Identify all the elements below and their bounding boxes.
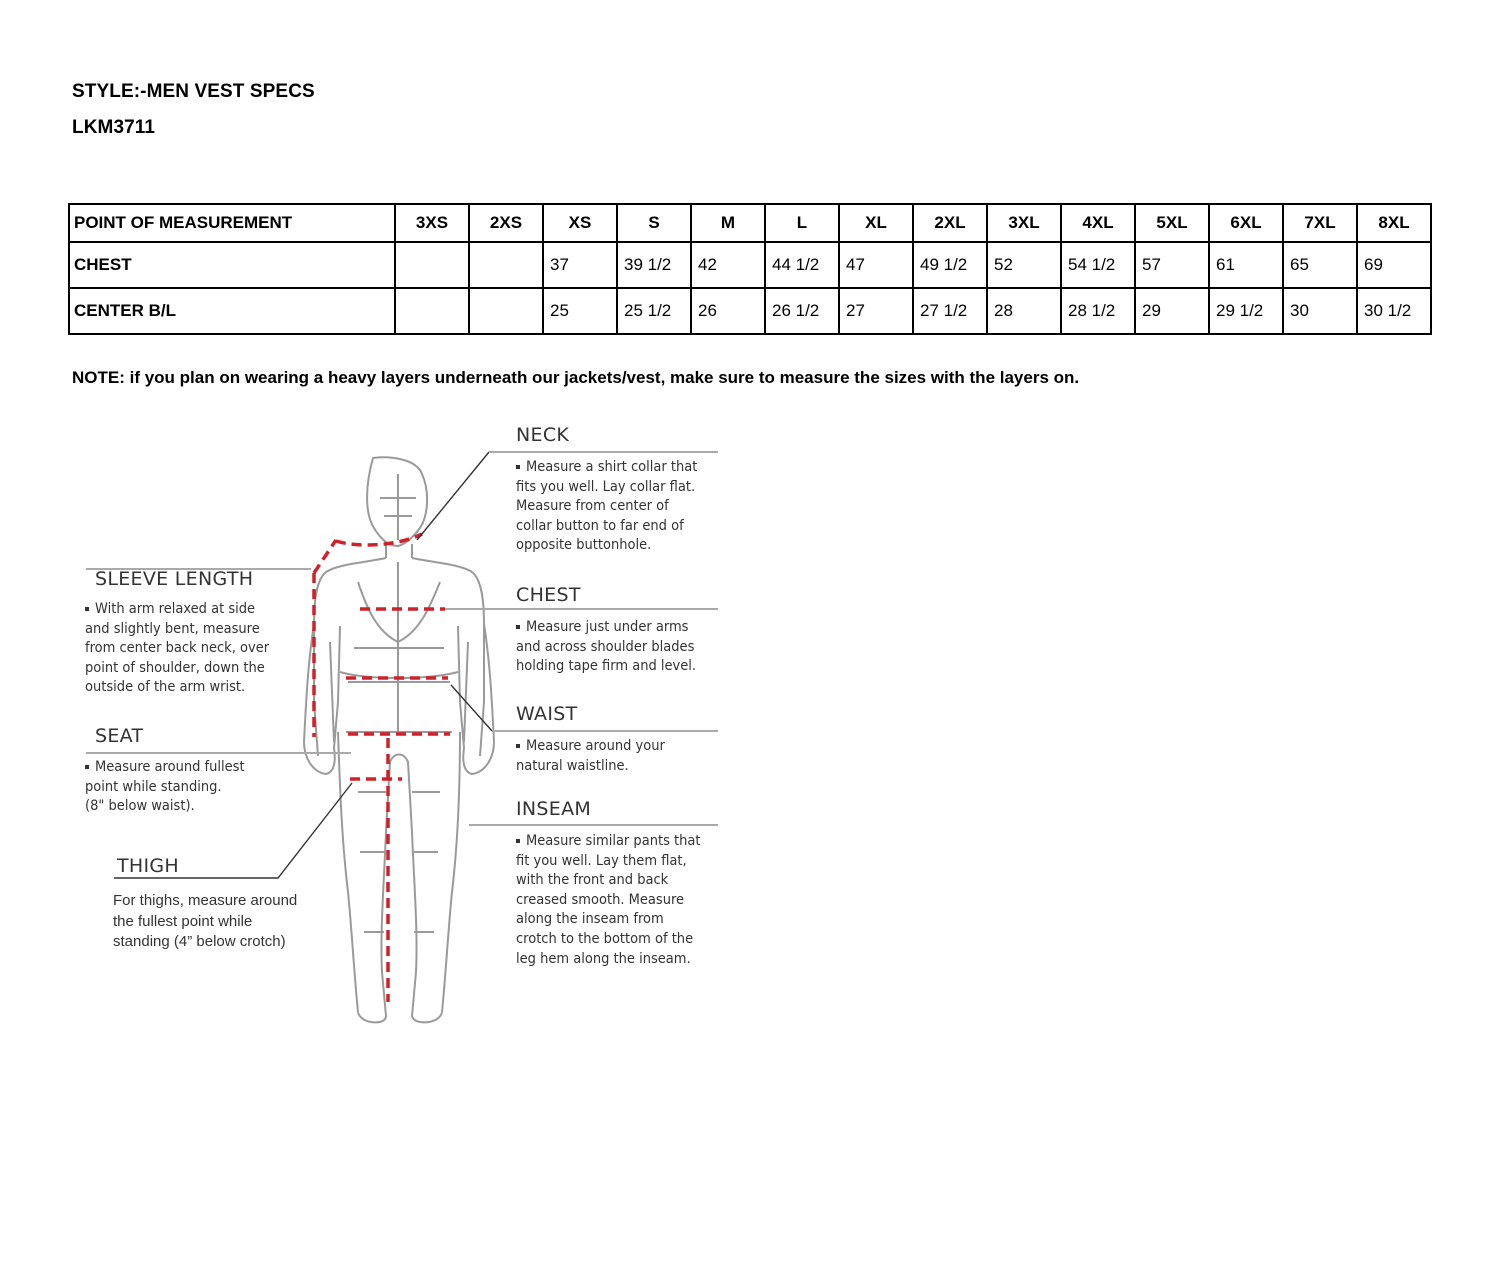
bullet-icon [516, 839, 520, 843]
waist-description [516, 737, 665, 776]
table-cell: 37 [543, 242, 617, 288]
table-cell [395, 288, 469, 334]
row-label: CHEST [69, 242, 395, 288]
column-header: 2XS [469, 204, 543, 242]
table-row [69, 242, 1431, 288]
sleeve-description [85, 600, 269, 698]
waist-text: Measure around your natural waistline. [516, 738, 665, 774]
table-cell: 25 [543, 288, 617, 334]
table-cell: 30 1/2 [1357, 288, 1431, 334]
inseam-description [516, 832, 701, 969]
neck-description [516, 458, 697, 556]
style-code: LKM3711 [72, 117, 156, 138]
sleeve-heading: SLEEVE LENGTH [95, 568, 254, 590]
column-header: 6XL [1209, 204, 1283, 242]
waist-heading: WAIST [516, 703, 578, 725]
seat-description [85, 758, 245, 817]
column-header: 5XL [1135, 204, 1209, 242]
column-header: XS [543, 204, 617, 242]
table-cell: 54 1/2 [1061, 242, 1135, 288]
bullet-icon [85, 765, 89, 769]
bullet-icon [516, 744, 520, 748]
chest-text: Measure just under arms and across shoulder blades holding tape firm and level. [516, 619, 697, 675]
column-header: L [765, 204, 839, 242]
table-header-row [69, 204, 1431, 242]
style-title: STYLE:-MEN VEST SPECS [72, 81, 315, 102]
neck-text: Measure a shirt collar that fits you well. Lay collar flat. Measure from center of collar button to far end of opposite buttonhole. [516, 459, 698, 554]
table-cell: 26 [691, 288, 765, 334]
table-cell: 42 [691, 242, 765, 288]
table-cell [395, 242, 469, 288]
size-spec-table [68, 203, 1432, 335]
column-header: 4XL [1061, 204, 1135, 242]
table-cell: 69 [1357, 242, 1431, 288]
table-row [69, 288, 1431, 334]
table-cell: 28 1/2 [1061, 288, 1135, 334]
thigh-description: For thighs, measure around the fullest point while standing (4” below crotch) [113, 892, 298, 950]
chest-description [516, 618, 696, 677]
table-cell: 57 [1135, 242, 1209, 288]
column-header: 8XL [1357, 204, 1431, 242]
seat-heading: SEAT [95, 725, 144, 747]
column-header: 3XL [987, 204, 1061, 242]
seat-text: Measure around fullest point while standing. (8" below waist). [85, 759, 245, 815]
bullet-icon [516, 625, 520, 629]
chest-heading: CHEST [516, 584, 581, 606]
column-header: 7XL [1283, 204, 1357, 242]
table-cell: 28 [987, 288, 1061, 334]
row-label: CENTER B/L [69, 288, 395, 334]
inseam-heading: INSEAM [516, 798, 592, 820]
inseam-text: Measure similar pants that fit you well. Lay them flat, with the front and back creased smooth. Measure along the inseam from crotch to the bottom of the leg hem along the inseam. [516, 833, 701, 967]
neck-heading: NECK [516, 424, 570, 446]
measurement-guide [68, 412, 740, 1036]
bullet-icon [85, 607, 89, 611]
thigh-heading: THIGH [117, 855, 180, 877]
column-header: 2XL [913, 204, 987, 242]
table-cell: 49 1/2 [913, 242, 987, 288]
table-cell: 52 [987, 242, 1061, 288]
table-cell [469, 288, 543, 334]
table-cell: 44 1/2 [765, 242, 839, 288]
table-cell: 27 1/2 [913, 288, 987, 334]
table-cell: 26 1/2 [765, 288, 839, 334]
column-header: S [617, 204, 691, 242]
layering-note: NOTE: if you plan on wearing a heavy layers underneath our jackets/vest, make sure to measure the sizes with the layers on. [72, 368, 1080, 387]
table-cell: 30 [1283, 288, 1357, 334]
sleeve-text: With arm relaxed at side and slightly bent, measure from center back neck, over point of shoulder, down the outside of the arm wrist. [85, 601, 270, 696]
column-header: 3XS [395, 204, 469, 242]
column-header: M [691, 204, 765, 242]
table-cell: 47 [839, 242, 913, 288]
column-header: POINT OF MEASUREMENT [69, 204, 395, 242]
column-header: XL [839, 204, 913, 242]
table-cell [469, 242, 543, 288]
table-cell: 29 [1135, 288, 1209, 334]
table-cell: 25 1/2 [617, 288, 691, 334]
bullet-icon [516, 465, 520, 469]
table-cell: 61 [1209, 242, 1283, 288]
table-cell: 29 1/2 [1209, 288, 1283, 334]
table-cell: 27 [839, 288, 913, 334]
table-cell: 65 [1283, 242, 1357, 288]
table-cell: 39 1/2 [617, 242, 691, 288]
